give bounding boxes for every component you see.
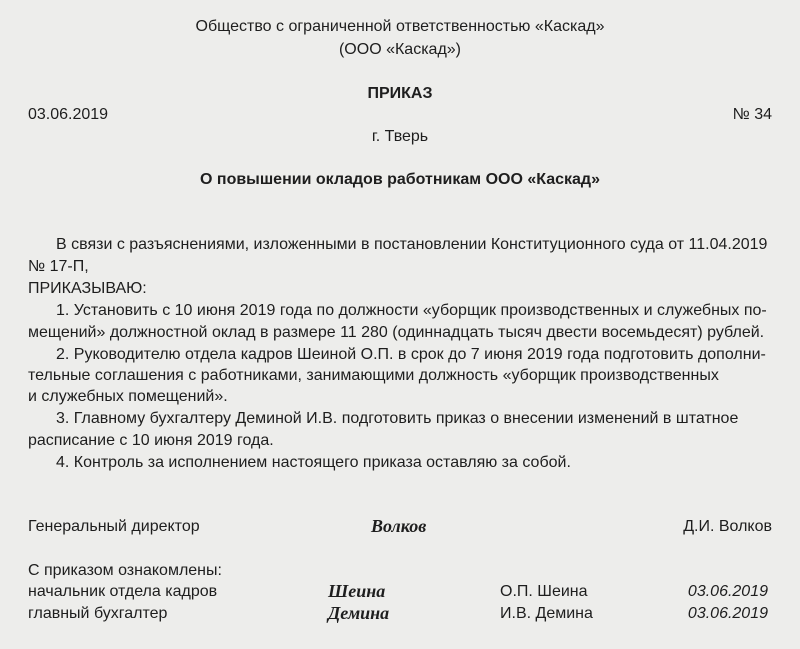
- director-name: Д.И. Волков: [683, 518, 772, 535]
- item-1-line-1: 1. Установить с 10 июня 2019 года по должности «уборщик производственных и служебных по-: [56, 302, 767, 319]
- preamble-line-1: В связи с разъяснениями, изложенными в постановлении Конституционного суда от 11.04.2019: [56, 236, 768, 253]
- item-2-line-3: и служебных помещений».: [28, 388, 228, 405]
- organization-short-name: (ООО «Каскад»): [338, 41, 462, 58]
- row-2-signature: Демина: [328, 603, 390, 623]
- item-1-line-2: мещений» должностной оклад в размере 11 280 (одиннадцать тысяч двести восемьдесят) рублей.: [28, 324, 765, 341]
- director-position: Генеральный директор: [28, 518, 200, 535]
- order-subject: О повышении окладов работникам ООО «Каскад»: [200, 171, 600, 188]
- item-3-line-1: 3. Главному бухгалтеру Деминой И.В. подготовить приказ о внесении изменений в штатное: [56, 410, 739, 427]
- organization-full-name: Общество с ограниченной ответственностью «Каскад»: [195, 18, 605, 35]
- row-1-position: начальник отдела кадров: [28, 583, 218, 600]
- director-signature: Волков: [371, 516, 427, 536]
- order-city: г. Тверь: [371, 128, 429, 145]
- document-title: ПРИКАЗ: [367, 85, 433, 102]
- row-2-name: И.В. Демина: [500, 605, 593, 622]
- row-1-signature: Шеина: [328, 581, 386, 601]
- order-word: ПРИКАЗЫВАЮ:: [28, 280, 147, 297]
- item-2-line-1: 2. Руководителю отдела кадров Шеиной О.П. в срок до 7 июня 2019 года подготовить дополни-: [56, 346, 766, 363]
- order-number: № 34: [732, 106, 772, 123]
- order-date: 03.06.2019: [28, 106, 109, 123]
- preamble-line-2: № 17-П,: [28, 258, 89, 275]
- acquainted-heading: С приказом ознакомлены:: [28, 562, 222, 579]
- row-1-name: О.П. Шеина: [500, 583, 588, 600]
- item-2-line-2: тельные соглашения с работниками, занимающими должность «уборщик производственных: [28, 367, 719, 384]
- item-4-line-1: 4. Контроль за исполнением настоящего приказа оставляю за собой.: [56, 454, 571, 471]
- row-2-position: главный бухгалтер: [28, 605, 168, 622]
- row-2-date: 03.06.2019: [687, 605, 768, 622]
- item-3-line-2: расписание с 10 июня 2019 года.: [28, 432, 274, 449]
- row-1-date: 03.06.2019: [687, 583, 768, 600]
